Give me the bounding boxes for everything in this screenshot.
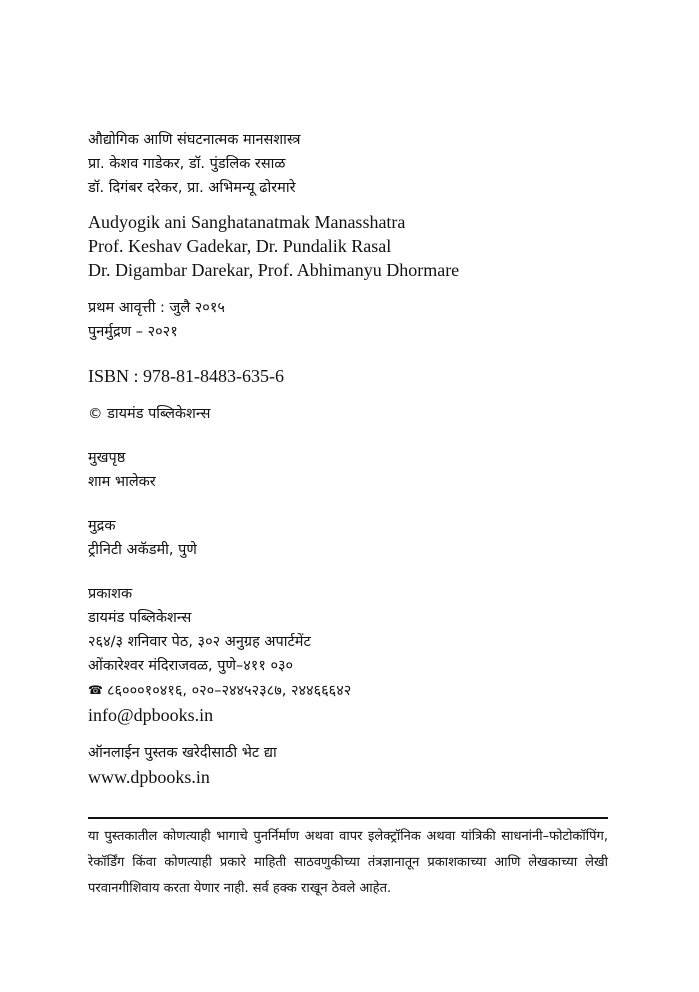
copyright-page-content (88, 128, 608, 789)
authors-english-line1: Prof. Keshav Gadekar, Dr. Pundalik Rasal (88, 236, 392, 256)
authors-marathi-line2: डॉ. दिगंबर दरेकर, प्रा. अभिमन्यू ढोरमारे (88, 180, 296, 196)
isbn: ISBN : 978-81-8483-635-6 (88, 366, 284, 386)
authors-marathi-line1: प्रा. केशव गाडेकर, डॉ. पुंडलिक रसाळ (88, 156, 286, 172)
first-edition: प्रथम आवृत्ती : जुलै २०१५ (88, 300, 225, 316)
printer-name: ट्रीनिटी अकॅडमी, पुणे (88, 542, 197, 558)
divider-rule (88, 817, 608, 819)
reprint-year: पुनर्मुद्रण – २०२१ (88, 324, 178, 340)
website-url: www.dpbooks.in (88, 767, 210, 787)
book-title-marathi: औद्योगिक आणि संघटनात्मक मानसशास्त्र (88, 132, 301, 148)
publisher-address-line1: २६४/३ शनिवार पेठ, ३०२ अनुग्रह अपार्टमेंट (88, 634, 311, 650)
printer-label: मुद्रक (88, 518, 116, 534)
online-purchase-label: ऑनलाईन पुस्तक खरेदीसाठी भेट द्या (88, 745, 277, 761)
publisher-label: प्रकाशक (88, 586, 133, 602)
telephone-icon: ☎ (88, 683, 103, 697)
publisher-phone (88, 678, 608, 703)
publisher-email: info@dpbooks.in (88, 705, 214, 725)
copyright-notice: © डायमंड पब्लिकेशन्स (88, 406, 211, 422)
authors-english-line2: Dr. Digambar Darekar, Prof. Abhimanyu Dhormare (88, 260, 460, 280)
cover-label: मुखपृष्ठ (88, 450, 126, 466)
cover-artist: शाम भालेकर (88, 474, 156, 490)
rights-disclaimer: या पुस्तकातील कोणत्याही भागाचे पुनर्निर्माण अथवा वापर इलेक्ट्रॉनिक अथवा यांत्रिकी साधनांनी–फोटोकॉपिंग, रेकॉर्डिंग किंवा कोणत्याही प्रकारे माहिती साठवणुकीच्या तंत्रज्ञानातून प्रकाशकाच्या आणि लेखकाच्या लेखी परवानगीशिवाय करता येणार नाही. सर्व हक्क राखून ठेवले आहेत. (88, 829, 608, 896)
phone-numbers: ८६०००१०४१६, ०२०–२४४५२३८७, २४४६६६४२ (106, 683, 352, 699)
publisher-name: डायमंड पब्लिकेशन्स (88, 610, 192, 626)
book-title-english: Audyogik ani Sanghatanatmak Manasshatra (88, 212, 406, 232)
publisher-address-line2: ओंकारेश्वर मंदिराजवळ, पुणे–४११ ०३० (88, 658, 294, 674)
